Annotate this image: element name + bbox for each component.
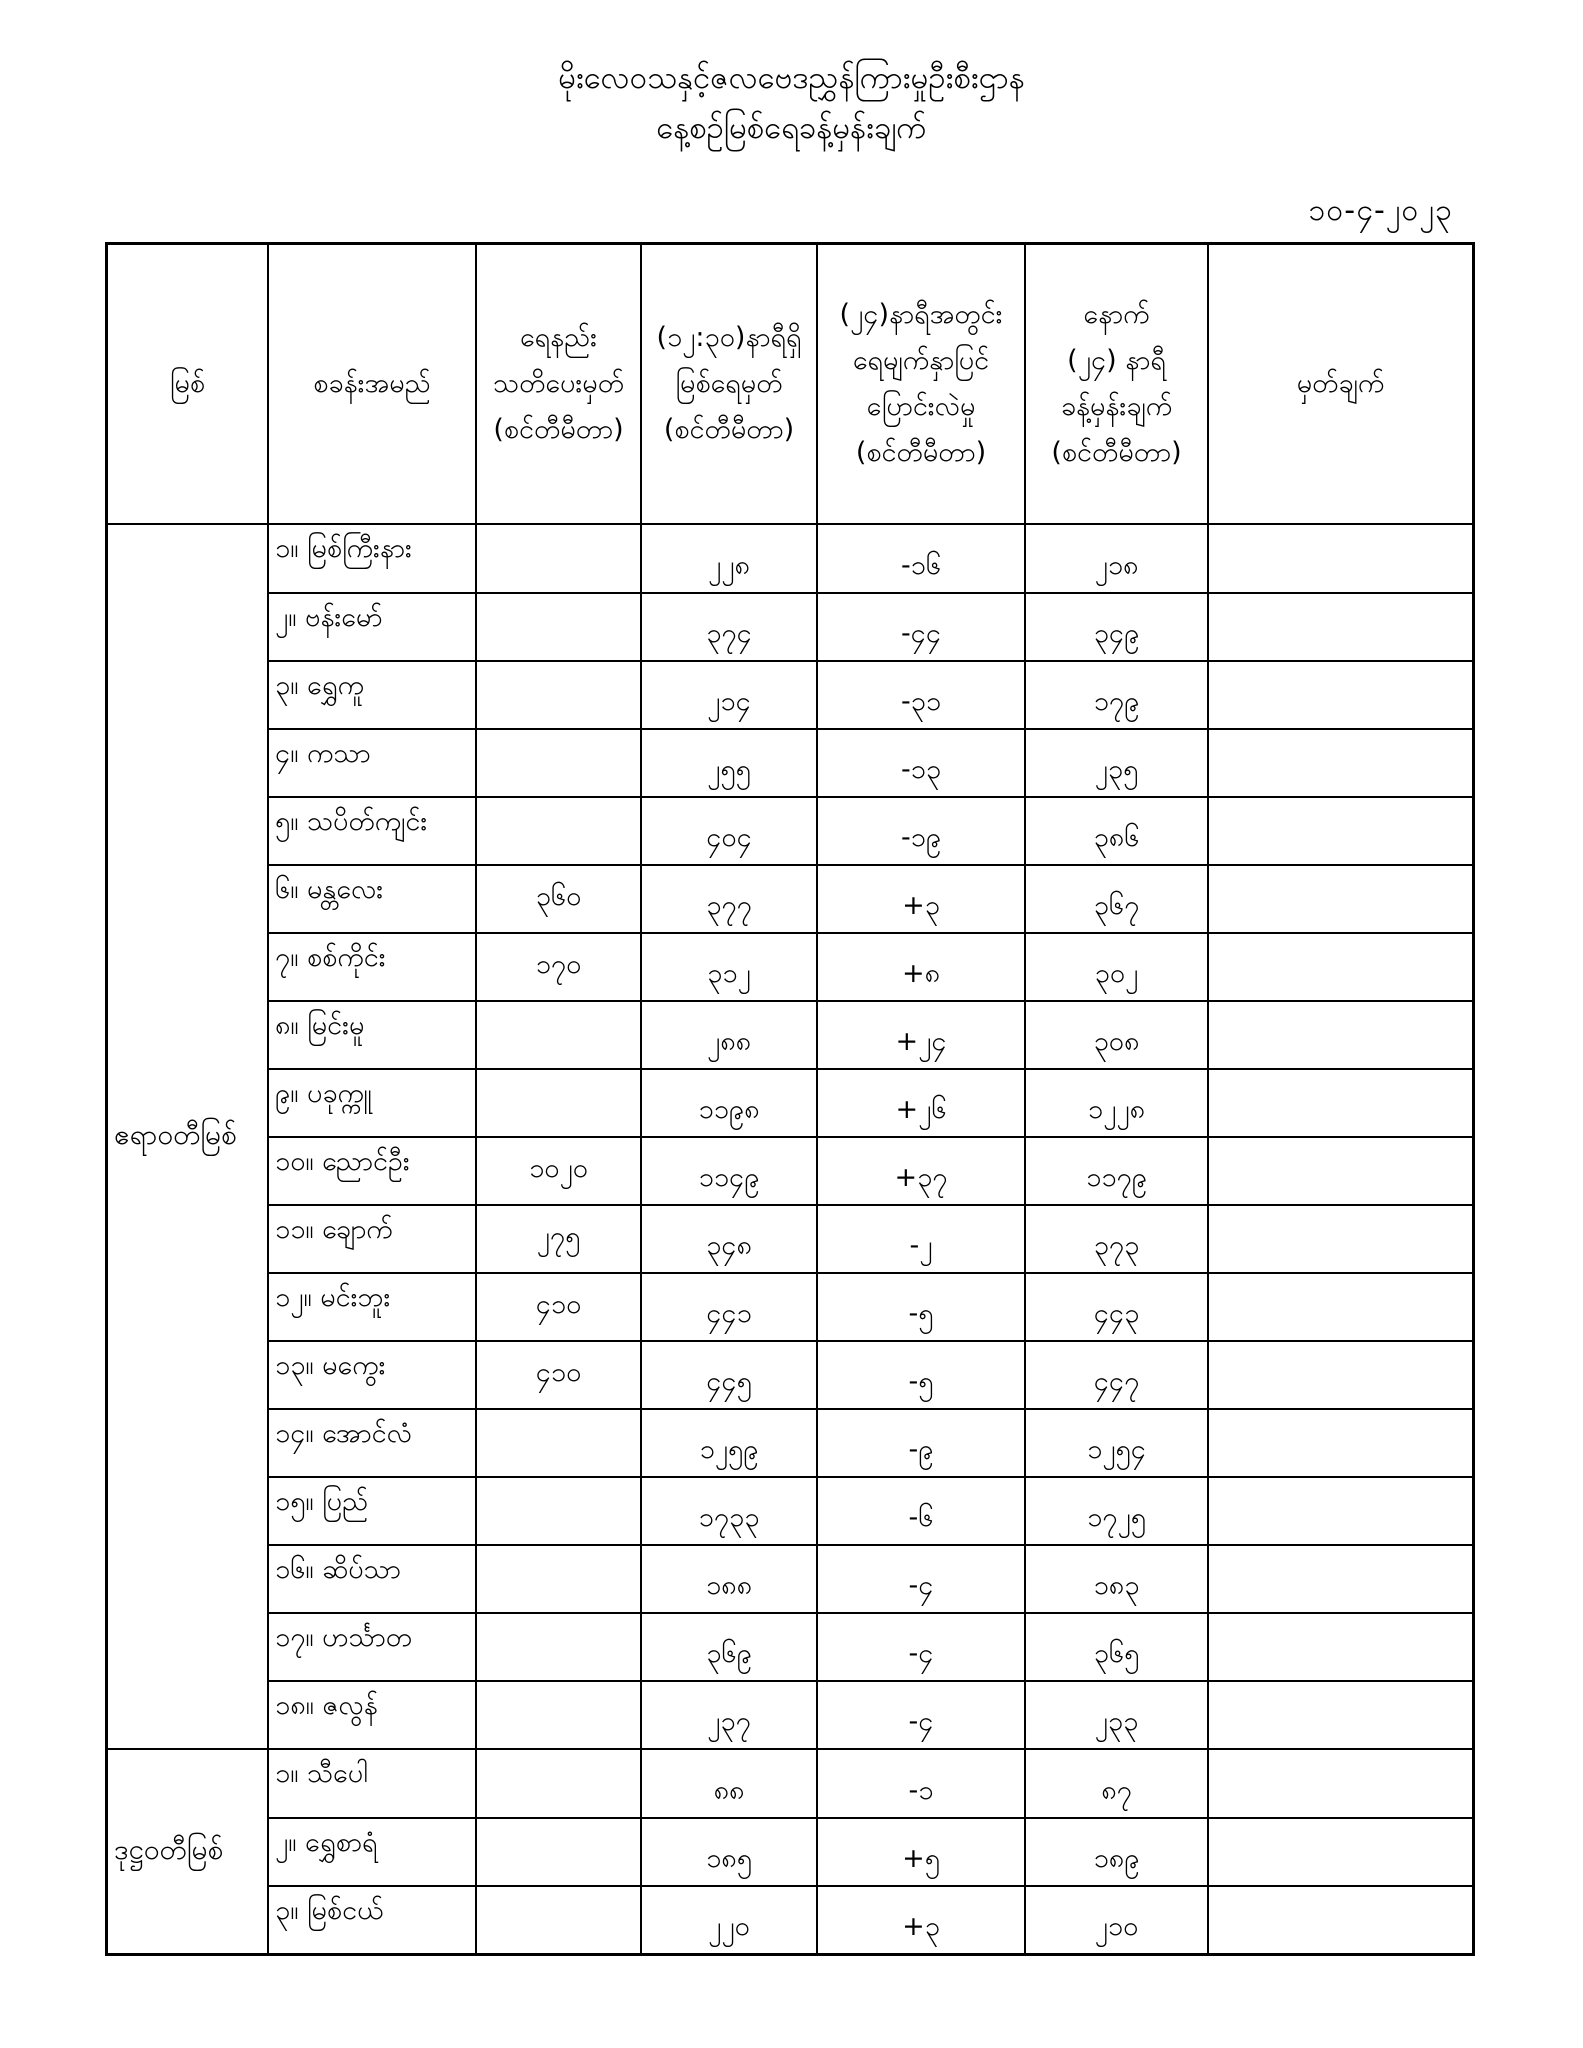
header-warning-line: ရေနည်း: [519, 322, 598, 353]
warning-level-cell: [476, 1886, 641, 1954]
level-change-cell: +၃၇: [817, 1137, 1025, 1205]
forecast-cell: ၁၈၉: [1025, 1818, 1208, 1886]
forecast-cell: ၁၂၅၄: [1025, 1409, 1208, 1477]
warning-level-cell: [476, 797, 641, 865]
table-row: [107, 661, 1473, 729]
level-change-cell: +၈: [817, 933, 1025, 1001]
water-level-cell: ၈၈: [641, 1749, 817, 1818]
water-level-cell: ၄၄၁: [641, 1273, 817, 1341]
remarks-cell: [1208, 1273, 1473, 1341]
warning-level-cell: [476, 593, 641, 661]
station-cell: ၁၈။ ဇလွန်: [268, 1681, 476, 1749]
station-cell: ၂။ ရွှေစာရံ: [268, 1818, 476, 1886]
document-date: ၁၀-၄-၂၀၂၃: [1308, 193, 1453, 228]
header-river: မြစ်: [107, 244, 268, 524]
station-cell: ၅။ သပိတ်ကျင်း: [268, 797, 476, 865]
water-level-cell: ၂၃၇: [641, 1681, 817, 1749]
forecast-cell: ၄၄၃: [1025, 1273, 1208, 1341]
header-forecast: [1025, 244, 1208, 524]
level-change-cell: +၂၄: [817, 1001, 1025, 1069]
forecast-cell: ၈၇: [1025, 1749, 1208, 1818]
header-level-line: မြစ်ရေမှတ်: [675, 368, 783, 399]
station-cell: ၁၆။ ဆိပ်သာ: [268, 1545, 476, 1613]
station-cell: ၁။ မြစ်ကြီးနား: [268, 524, 476, 593]
level-change-cell: +၂၆: [817, 1069, 1025, 1137]
station-cell: ၉။ ပခုက္ကူ: [268, 1069, 476, 1137]
table-row: [107, 1069, 1473, 1137]
station-cell: ၈။ မြင်းမူ: [268, 1001, 476, 1069]
header-level: [641, 244, 817, 524]
station-cell: ၁၇။ ဟင်္သာတ: [268, 1613, 476, 1681]
table-row: [107, 1205, 1473, 1273]
forecast-cell: ၁၂၂၈: [1025, 1069, 1208, 1137]
header-remarks: မှတ်ချက်: [1208, 244, 1473, 524]
level-change-cell: -၅: [817, 1341, 1025, 1409]
remarks-cell: [1208, 1749, 1473, 1818]
water-level-cell: ၃၁၂: [641, 933, 817, 1001]
table-row: [107, 1613, 1473, 1681]
level-change-cell: -၄: [817, 1613, 1025, 1681]
header-change-line: ရေမျက်နှာပြင်: [852, 345, 990, 376]
header-forecast-line: (စင်တီမီတာ): [1051, 437, 1182, 468]
forecast-cell: ၂၃၃: [1025, 1681, 1208, 1749]
table-header-row: [107, 244, 1473, 524]
forecast-cell: ၃၀၈: [1025, 1001, 1208, 1069]
forecast-cell: ၂၁၈: [1025, 524, 1208, 593]
level-change-cell: -၁၆: [817, 524, 1025, 593]
header-station: စခန်းအမည်: [268, 244, 476, 524]
table-row: [107, 1749, 1473, 1818]
table-body: [107, 524, 1473, 1954]
table-row: [107, 1477, 1473, 1545]
water-level-cell: ၂၂၀: [641, 1886, 817, 1954]
table-row: [107, 865, 1473, 933]
forecast-cell: ၃၆၇: [1025, 865, 1208, 933]
header-change-line: (၂၄)နာရီအတွင်း: [839, 299, 1003, 330]
remarks-cell: [1208, 1409, 1473, 1477]
level-change-cell: -၃၁: [817, 661, 1025, 729]
warning-level-cell: [476, 1818, 641, 1886]
water-level-cell: ၁၈၈: [641, 1545, 817, 1613]
water-level-cell: ၂၈၈: [641, 1001, 817, 1069]
header-level-line: (စင်တီမီတာ): [663, 414, 795, 445]
header-forecast-line: နောက်: [1083, 299, 1150, 330]
table-row: [107, 797, 1473, 865]
forecast-cell: ၁၇၉: [1025, 661, 1208, 729]
station-cell: ၁၃။ မကွေး: [268, 1341, 476, 1409]
warning-level-cell: [476, 1681, 641, 1749]
water-level-cell: ၄၀၄: [641, 797, 817, 865]
remarks-cell: [1208, 1545, 1473, 1613]
table-row: [107, 1886, 1473, 1954]
remarks-cell: [1208, 1205, 1473, 1273]
remarks-cell: [1208, 729, 1473, 797]
forecast-cell: ၃၄၉: [1025, 593, 1208, 661]
forecast-cell: ၁၇၂၅: [1025, 1477, 1208, 1545]
header-warning: [476, 244, 641, 524]
forecast-cell: ၂၁၀: [1025, 1886, 1208, 1954]
level-change-cell: -၁၃: [817, 729, 1025, 797]
station-cell: ၃။ ရွှေကူ: [268, 661, 476, 729]
station-cell: ၁၀။ ညောင်ဦး: [268, 1137, 476, 1205]
table-row: [107, 1681, 1473, 1749]
level-change-cell: +၃: [817, 865, 1025, 933]
header-change-line: ပြောင်းလဲမှု: [866, 391, 976, 422]
remarks-cell: [1208, 661, 1473, 729]
remarks-cell: [1208, 1613, 1473, 1681]
warning-level-cell: ၃၆၀: [476, 865, 641, 933]
warning-level-cell: ၄၁၀: [476, 1341, 641, 1409]
level-change-cell: -၄: [817, 1681, 1025, 1749]
water-level-cell: ၁၇၃၃: [641, 1477, 817, 1545]
warning-level-cell: [476, 524, 641, 593]
level-change-cell: -၆: [817, 1477, 1025, 1545]
level-change-cell: -၁: [817, 1749, 1025, 1818]
river-forecast-table: [106, 243, 1474, 1955]
remarks-cell: [1208, 865, 1473, 933]
header-forecast-line: ခန့်မှန်းချက်: [1060, 391, 1173, 422]
forecast-cell: ၃၈၆: [1025, 797, 1208, 865]
water-level-cell: ၂၁၄: [641, 661, 817, 729]
table-row: [107, 1137, 1473, 1205]
level-change-cell: -၉: [817, 1409, 1025, 1477]
header-change: [817, 244, 1025, 524]
forecast-cell: ၁၈၃: [1025, 1545, 1208, 1613]
warning-level-cell: [476, 1477, 641, 1545]
table-row: [107, 1818, 1473, 1886]
warning-level-cell: [476, 729, 641, 797]
water-level-cell: ၃၇၄: [641, 593, 817, 661]
remarks-cell: [1208, 593, 1473, 661]
forecast-cell: ၃၆၅: [1025, 1613, 1208, 1681]
remarks-cell: [1208, 1137, 1473, 1205]
remarks-cell: [1208, 1886, 1473, 1954]
station-cell: ၁၁။ ချောက်: [268, 1205, 476, 1273]
level-change-cell: -၂: [817, 1205, 1025, 1273]
forecast-cell: ၃၇၃: [1025, 1205, 1208, 1273]
forecast-cell: ၃၀၂: [1025, 933, 1208, 1001]
forecast-cell: ၄၄၇: [1025, 1341, 1208, 1409]
table-row: [107, 593, 1473, 661]
water-level-cell: ၁၈၅: [641, 1818, 817, 1886]
river-name-cell: ဒုဋ္ဌဝတီမြစ်: [107, 1749, 268, 1954]
station-cell: ၂။ ဗန်းမော်: [268, 593, 476, 661]
header-forecast-line: (၂၄) နာရီ: [1067, 345, 1166, 376]
warning-level-cell: ၄၁၀: [476, 1273, 641, 1341]
warning-level-cell: [476, 1613, 641, 1681]
level-change-cell: -၅: [817, 1273, 1025, 1341]
station-cell: ၁၅။ ပြည်: [268, 1477, 476, 1545]
water-level-cell: ၃၇၇: [641, 865, 817, 933]
warning-level-cell: [476, 1409, 641, 1477]
warning-level-cell: [476, 661, 641, 729]
river-name-cell: ဧရာဝတီမြစ်: [107, 524, 268, 1749]
remarks-cell: [1208, 524, 1473, 593]
water-level-cell: ၂၂၈: [641, 524, 817, 593]
table-row: [107, 1001, 1473, 1069]
remarks-cell: [1208, 1001, 1473, 1069]
level-change-cell: +၃: [817, 1886, 1025, 1954]
water-level-cell: ၂၅၅: [641, 729, 817, 797]
station-cell: ၆။ မန္တလေး: [268, 865, 476, 933]
table-row: [107, 1341, 1473, 1409]
forecast-cell: ၂၃၅: [1025, 729, 1208, 797]
table-row: [107, 524, 1473, 593]
header-change-line: (စင်တီမီတာ): [855, 437, 987, 468]
warning-level-cell: ၁၇၀: [476, 933, 641, 1001]
header-warning-line: (စင်တီမီတာ): [493, 414, 624, 445]
water-level-cell: ၁၂၅၉: [641, 1409, 817, 1477]
station-cell: ၇။ စစ်ကိုင်း: [268, 933, 476, 1001]
warning-level-cell: [476, 1749, 641, 1818]
level-change-cell: +၅: [817, 1818, 1025, 1886]
warning-level-cell: [476, 1545, 641, 1613]
station-cell: ၁၂။ မင်းဘူး: [268, 1273, 476, 1341]
water-level-cell: ၄၄၅: [641, 1341, 817, 1409]
warning-level-cell: ၁၀၂၀: [476, 1137, 641, 1205]
station-cell: ၄။ ကသာ: [268, 729, 476, 797]
warning-level-cell: [476, 1001, 641, 1069]
station-cell: ၃။ မြစ်ငယ်: [268, 1886, 476, 1954]
water-level-cell: ၃၄၈: [641, 1205, 817, 1273]
table-row: [107, 933, 1473, 1001]
station-cell: ၁၄။ အောင်လံ: [268, 1409, 476, 1477]
document-title: မိုးလေဝသနှင့်ဇလဗေဒညွှန်ကြားမှုဦးစီးဌာန: [558, 60, 1025, 96]
station-cell: ၁။ သီပေါ: [268, 1749, 476, 1818]
document-subtitle: နေ့စဉ်မြစ်ရေခန့်မှန်းချက်: [656, 110, 927, 146]
table-row: [107, 1409, 1473, 1477]
remarks-cell: [1208, 1681, 1473, 1749]
water-level-cell: ၃၆၉: [641, 1613, 817, 1681]
water-level-cell: ၁၁၄၉: [641, 1137, 817, 1205]
water-level-cell: ၁၁၉၈: [641, 1069, 817, 1137]
table-row: [107, 729, 1473, 797]
remarks-cell: [1208, 1477, 1473, 1545]
level-change-cell: -၄၄: [817, 593, 1025, 661]
level-change-cell: -၄: [817, 1545, 1025, 1613]
header-warning-line: သတိပေးမှတ်: [492, 368, 625, 399]
forecast-cell: ၁၁၇၉: [1025, 1137, 1208, 1205]
remarks-cell: [1208, 933, 1473, 1001]
remarks-cell: [1208, 1341, 1473, 1409]
table-row: [107, 1273, 1473, 1341]
remarks-cell: [1208, 1818, 1473, 1886]
warning-level-cell: ၂၇၅: [476, 1205, 641, 1273]
level-change-cell: -၁၉: [817, 797, 1025, 865]
remarks-cell: [1208, 797, 1473, 865]
table-row: [107, 1545, 1473, 1613]
warning-level-cell: [476, 1069, 641, 1137]
header-level-line: (၁၂:၃၀)နာရီရှိ: [656, 322, 802, 353]
remarks-cell: [1208, 1069, 1473, 1137]
